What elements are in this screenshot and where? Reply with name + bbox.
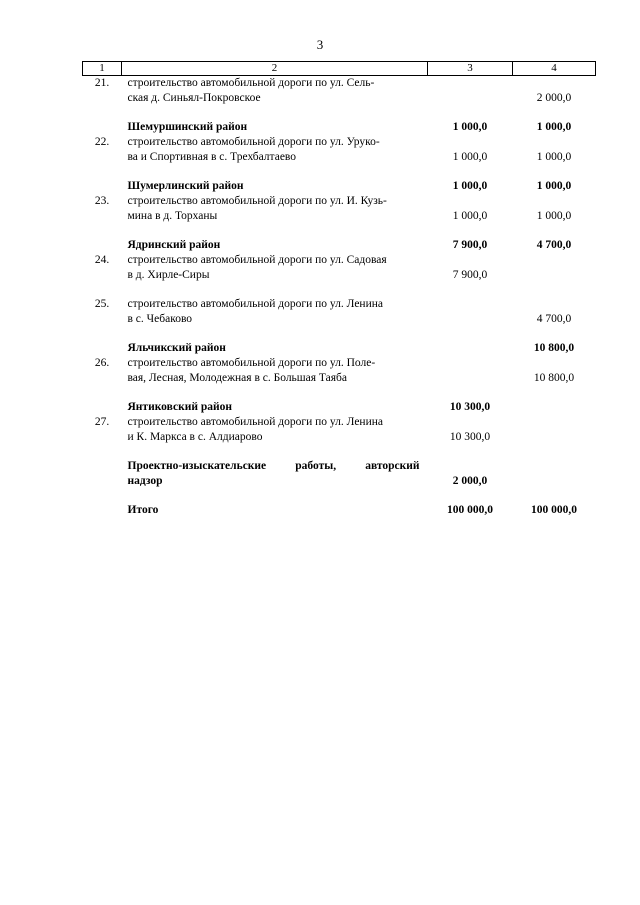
row-number: 23. [94, 195, 110, 207]
allocation-table [82, 61, 596, 518]
district-name: Яльчикский район [127, 342, 226, 354]
row-description [122, 76, 428, 107]
table-row [83, 356, 596, 386]
value-col-3 [428, 356, 513, 386]
description-line: в д. Хирле-Сиры [127, 269, 210, 281]
description-line: строительство автомобильной дороги по ул. И. Кузь- [127, 195, 387, 207]
table-row [83, 194, 596, 224]
description-line: ва и Спортивная в с. Трехбалтаево [127, 151, 297, 163]
description-line: строительство автомобильной дороги по ул. Ленина [127, 416, 383, 428]
spacer-row [83, 445, 596, 459]
description-line: строительство автомобильной дороги по ул. Сель- [127, 77, 375, 89]
district-name: Янтиковский район [127, 401, 232, 413]
value-col-4 [513, 238, 596, 253]
table-row [83, 135, 596, 165]
row-value-3: 1 000,0 [452, 151, 488, 163]
description-line: мина в д. Торханы [127, 210, 218, 222]
row-description [122, 356, 428, 386]
value-col-4 [513, 120, 596, 135]
district-value-4: 10 800,0 [533, 342, 575, 354]
district-row [83, 238, 596, 253]
value-col-3 [428, 503, 513, 518]
row-number [83, 400, 122, 415]
description-line: строительство автомобильной дороги по ул. Уруко- [127, 136, 380, 148]
value-col-4 [513, 341, 596, 356]
value-col-3 [428, 297, 513, 327]
row-value-3: 7 900,0 [452, 269, 488, 281]
row-number: 21. [94, 77, 110, 89]
header-col-3: 3 [428, 62, 513, 76]
district-row [83, 179, 596, 194]
row-value-4: 100 000,0 [531, 504, 577, 516]
row-description [122, 253, 428, 283]
description-line: в с. Чебаково [127, 313, 193, 325]
value-col-3 [428, 179, 513, 194]
value-col-3 [428, 415, 513, 445]
district-row [83, 400, 596, 415]
spacer-row [83, 165, 596, 179]
row-description [122, 503, 428, 518]
table-row [83, 297, 596, 327]
header-col-1: 1 [83, 62, 122, 76]
summary-row [83, 459, 596, 489]
row-value-3: 2 000,0 [452, 475, 488, 487]
value-col-4 [513, 253, 596, 283]
row-number: 26. [94, 357, 110, 369]
spacer-row [83, 283, 596, 297]
row-value-3: 1 000,0 [452, 210, 488, 222]
row-value-4: 1 000,0 [536, 151, 572, 163]
row-number [83, 459, 122, 489]
district-value-4: 1 000,0 [536, 180, 572, 192]
summary-row [83, 503, 596, 518]
description-line: и К. Маркса в с. Алдиарово [127, 431, 263, 443]
row-value-4: 1 000,0 [536, 210, 572, 222]
row-number [83, 503, 122, 518]
row-description [122, 135, 428, 165]
value-col-3 [428, 253, 513, 283]
value-col-4 [513, 459, 596, 489]
description-line: строительство автомобильной дороги по ул. Поле- [127, 357, 376, 369]
row-value-4: 4 700,0 [536, 313, 572, 325]
value-col-3 [428, 135, 513, 165]
value-col-3 [428, 400, 513, 415]
value-col-4 [513, 194, 596, 224]
district-value-4: 4 700,0 [536, 239, 572, 251]
value-col-3 [428, 341, 513, 356]
table-row [83, 415, 596, 445]
table-header-row [83, 62, 596, 76]
spacer-row [83, 489, 596, 503]
table-row [83, 253, 596, 283]
row-description [122, 120, 428, 135]
value-col-4 [513, 179, 596, 194]
description-line: строительство автомобильной дороги по ул. Ленина [127, 298, 383, 310]
row-description [122, 415, 428, 445]
district-value-3: 7 900,0 [452, 239, 488, 251]
row-value-3: 100 000,0 [447, 504, 493, 516]
value-col-4 [513, 135, 596, 165]
row-value-3: 10 300,0 [449, 431, 491, 443]
row-value-4: 10 800,0 [533, 372, 575, 384]
header-col-4: 4 [513, 62, 596, 76]
value-col-3 [428, 194, 513, 224]
row-number [83, 341, 122, 356]
district-row [83, 120, 596, 135]
row-number [83, 120, 122, 135]
district-name: Ядринский район [127, 239, 221, 251]
district-name: Шумерлинский район [127, 180, 244, 192]
row-description [122, 297, 428, 327]
district-name: Шемуршинский район [127, 121, 248, 133]
value-col-4 [513, 415, 596, 445]
spacer-row [83, 224, 596, 238]
description-line: вая, Лесная, Молодежная в с. Большая Таяба [127, 372, 348, 384]
row-description [122, 400, 428, 415]
district-value-4: 1 000,0 [536, 121, 572, 133]
value-col-3 [428, 238, 513, 253]
description-line: Итого [127, 504, 159, 516]
description-line: ская д. Синьял-Покровское [127, 92, 261, 104]
description-line: строительство автомобильной дороги по ул. Садовая [127, 254, 387, 266]
row-description [122, 459, 428, 489]
row-description [122, 341, 428, 356]
spacer-row [83, 327, 596, 341]
district-value-3: 1 000,0 [452, 121, 488, 133]
district-value-3: 10 300,0 [449, 401, 491, 413]
row-number: 25. [94, 298, 110, 310]
value-col-3 [428, 459, 513, 489]
row-description [122, 194, 428, 224]
spacer-row [83, 106, 596, 120]
value-col-3 [428, 120, 513, 135]
row-number: 22. [94, 136, 110, 148]
row-number [83, 238, 122, 253]
row-number: 24. [94, 254, 110, 266]
description-line: Проектно-изыскательские работы, авторский [127, 460, 420, 472]
value-col-4 [513, 503, 596, 518]
district-row [83, 341, 596, 356]
table-row [83, 76, 596, 107]
value-col-4 [513, 356, 596, 386]
row-description [122, 179, 428, 194]
page-number: 3 [316, 37, 324, 52]
value-col-4 [513, 400, 596, 415]
header-col-2: 2 [122, 62, 428, 76]
value-col-4 [513, 76, 596, 107]
value-col-3 [428, 76, 513, 107]
row-number: 27. [94, 416, 110, 428]
row-value-4: 2 000,0 [536, 92, 572, 104]
row-description [122, 238, 428, 253]
district-value-3: 1 000,0 [452, 180, 488, 192]
value-col-4 [513, 297, 596, 327]
description-line: надзор [127, 475, 163, 487]
row-number [83, 179, 122, 194]
spacer-row [83, 386, 596, 400]
